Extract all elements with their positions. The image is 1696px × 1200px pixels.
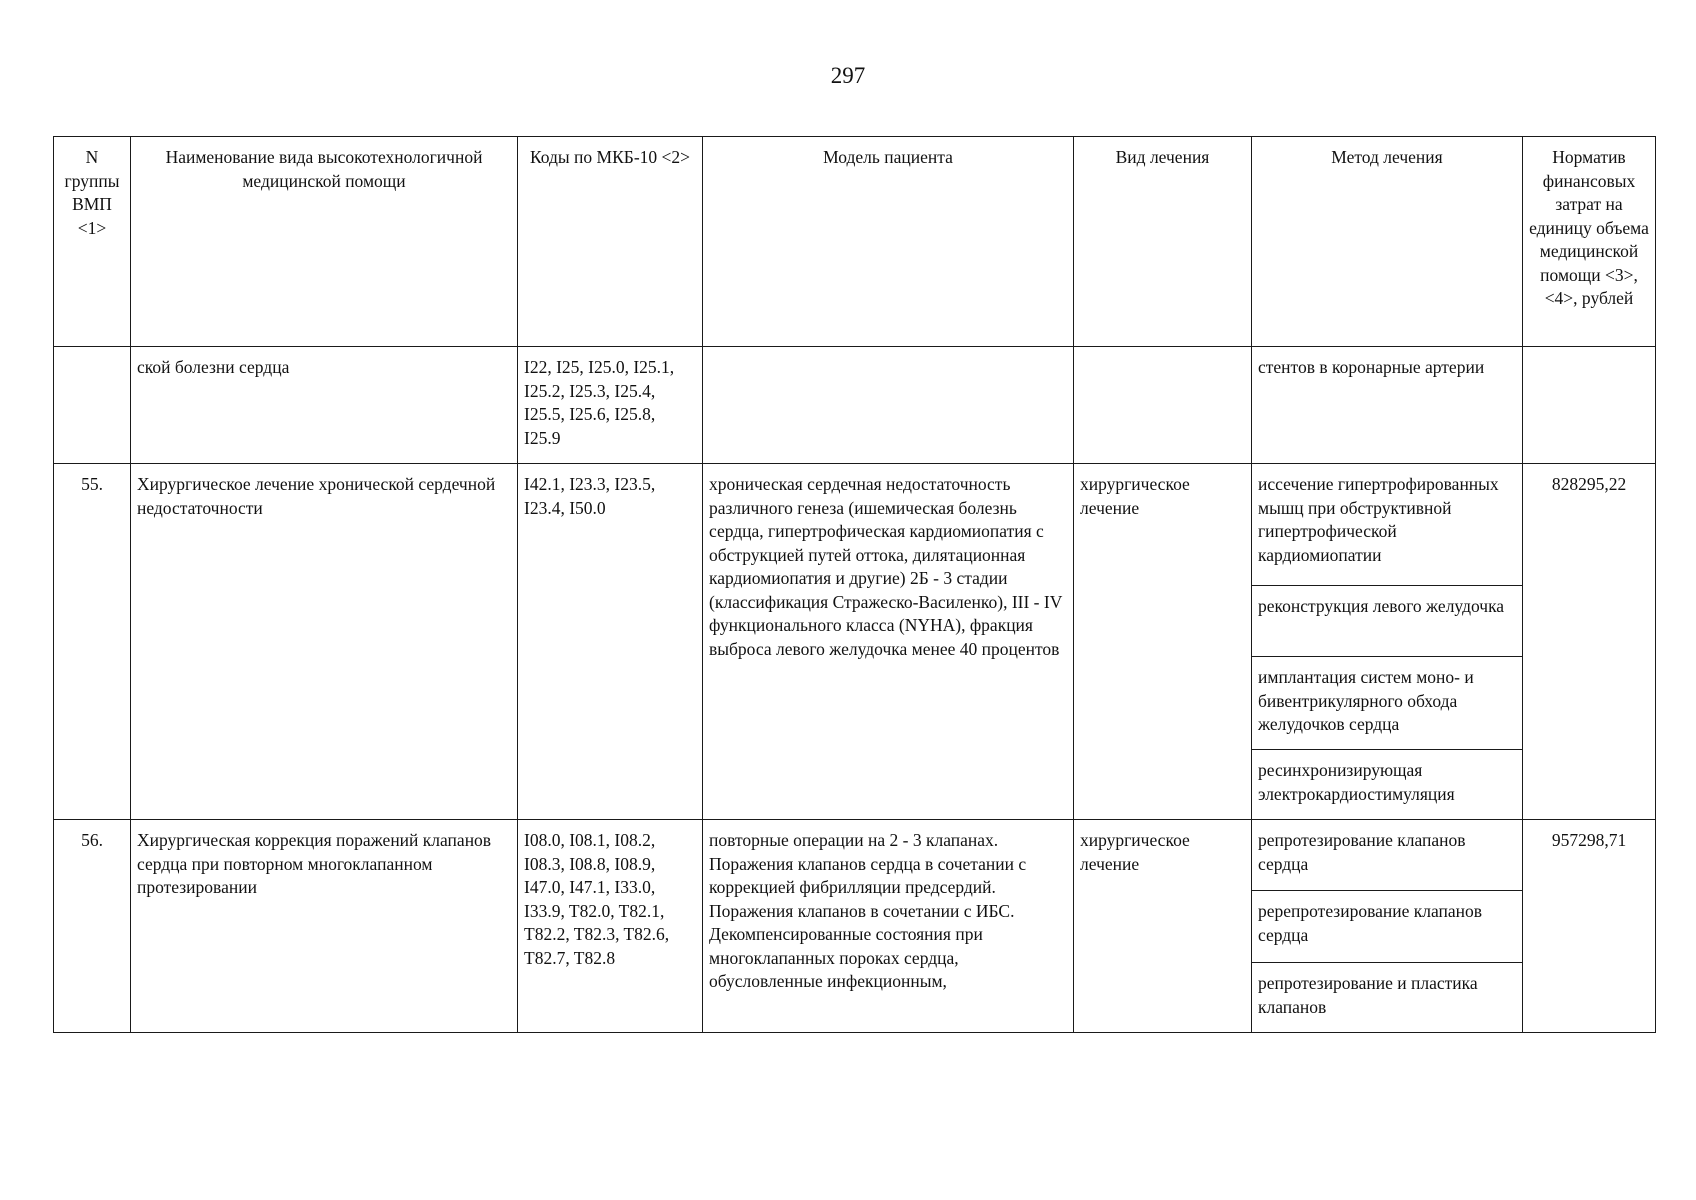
cell-treatment-type <box>1074 347 1252 464</box>
method-item: реконструкция левого желудочка <box>1252 586 1522 657</box>
cell-group-number: 56. <box>54 820 131 1033</box>
header-treatment-type: Вид лечения <box>1074 137 1252 347</box>
cell-cost-norm: 957298,71 <box>1523 820 1656 1033</box>
header-row <box>54 137 1656 347</box>
method-item: иссечение гипертрофированных мышц при обструктивной гипертрофической кардиомиопатии <box>1252 464 1522 586</box>
header-cost-norm: Норматив финансовых затрат на единицу объема медицинской помощи <3>, <4>, рублей <box>1523 137 1656 347</box>
table-row <box>54 347 1656 464</box>
cell-care-type-name: ской болезни сердца <box>131 347 518 464</box>
cell-icd-codes: I22, I25, I25.0, I25.1, I25.2, I25.3, I25.4, I25.5, I25.6, I25.8, I25.9 <box>518 347 703 464</box>
method-item: ресинхронизирующая электрокардиостимуляция <box>1258 760 1455 804</box>
method-item: ререпротезирование клапанов сердца <box>1252 891 1522 963</box>
cell-patient-model <box>703 347 1074 464</box>
cell-group-number: 55. <box>54 464 131 820</box>
cell-treatment-type: хирургическое лечение <box>1074 464 1252 820</box>
cell-care-type-name: Хирургическое лечение хронической сердечной недостаточности <box>131 464 518 820</box>
method-item: имплантация систем моно- и бивентрикулярного обхода желудочков сердца <box>1252 657 1522 750</box>
cell-cost-norm <box>1523 347 1656 464</box>
method-item: стентов в коронарные артерии <box>1258 357 1485 377</box>
cell-icd-codes: I42.1, I23.3, I23.5, I23.4, I50.0 <box>518 464 703 820</box>
cell-patient-model: повторные операции на 2 - 3 клапанах. Поражения клапанов сердца в сочетании с коррекцией фибрилляции предсердий. Поражения клапанов в сочетании с ИБС. Декомпенсированные состояния при многоклапанных пороках сердца, обусловленные инфекционным, <box>703 820 1074 1033</box>
cell-group-number <box>54 347 131 464</box>
cell-treatment-methods <box>1252 820 1523 1033</box>
vmp-table <box>53 136 1656 1033</box>
cell-patient-model: хроническая сердечная недостаточность различного генеза (ишемическая болезнь сердца, гипертрофическая кардиомиопатия с обструкцией путей оттока, дилятационная кардиомиопатия и другие) 2Б - 3 стадии (классификация Стражеско-Василенко), III - IV функционального класса (NYHA), фракция выброса левого желудочка менее 40 процентов <box>703 464 1074 820</box>
header-icd-codes: Коды по МКБ-10 <2> <box>518 137 703 347</box>
method-item: репротезирование клапанов сердца <box>1252 820 1522 891</box>
header-care-type-name: Наименование вида высокотехнологичной медицинской помощи <box>131 137 518 347</box>
table-row <box>54 820 1656 1033</box>
cell-treatment-methods <box>1252 347 1523 464</box>
cell-treatment-type: хирургическое лечение <box>1074 820 1252 1033</box>
table-row <box>54 464 1656 820</box>
cell-treatment-methods <box>1252 464 1523 820</box>
cell-cost-norm: 828295,22 <box>1523 464 1656 820</box>
cell-icd-codes: I08.0, I08.1, I08.2, I08.3, I08.8, I08.9, I47.0, I47.1, I33.0, I33.9, T82.0, T82.1, T82.2, T82.3, T82.6, T82.7, T82.8 <box>518 820 703 1033</box>
header-patient-model: Модель пациента <box>703 137 1074 347</box>
method-item: репротезирование и пластика клапанов <box>1258 973 1478 1017</box>
page-number: 297 <box>830 63 866 88</box>
cell-care-type-name: Хирургическая коррекция поражений клапанов сердца при повторном многоклапанном протезировании <box>131 820 518 1033</box>
header-treatment-method: Метод лечения <box>1252 137 1523 347</box>
header-group-number: N группы ВМП <1> <box>54 137 131 347</box>
